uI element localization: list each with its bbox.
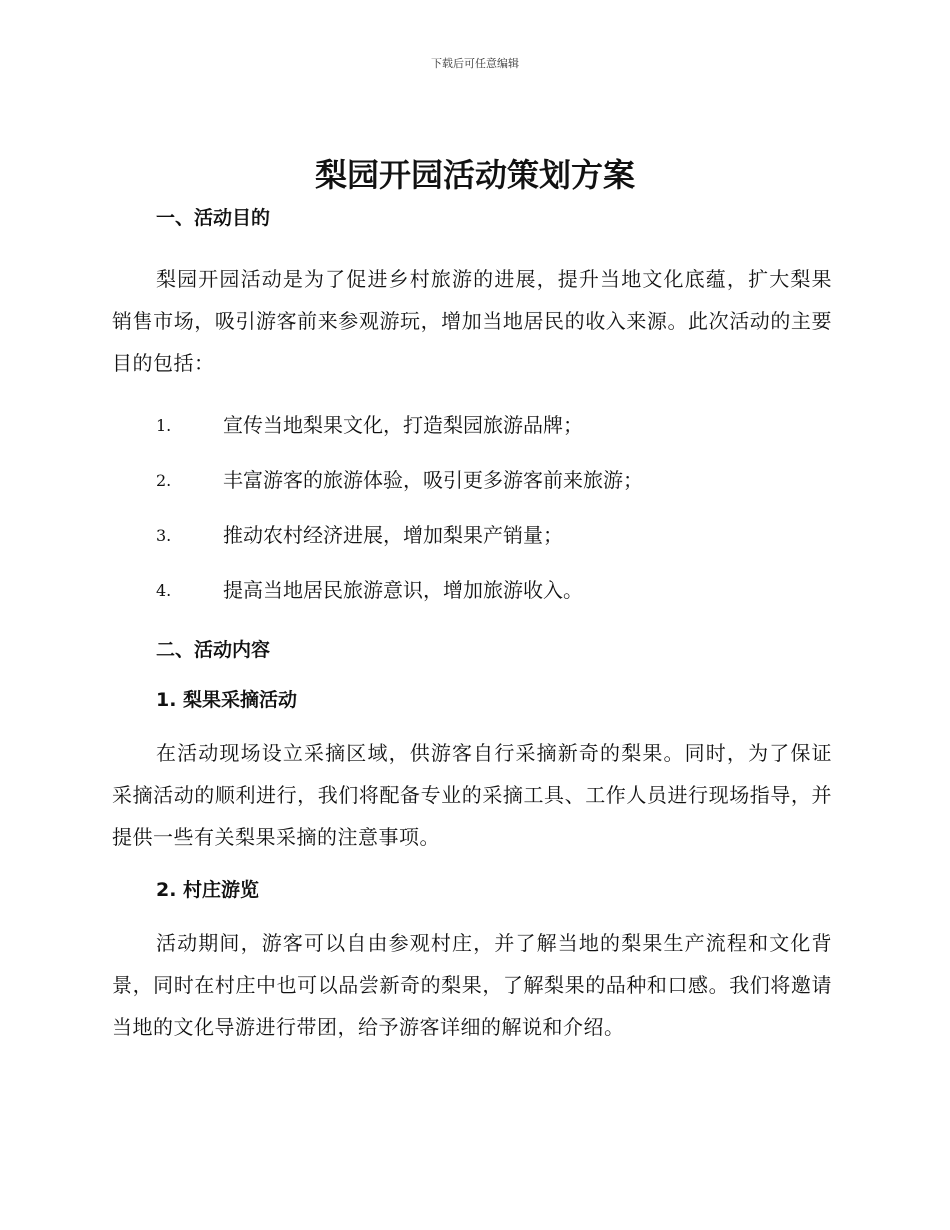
list-item-number: 4. — [156, 581, 172, 600]
document-body — [112, 200, 832, 1048]
section-heading-purpose: 一、活动目的 — [156, 207, 271, 229]
header-note: 下载后可任意编辑 — [431, 57, 519, 70]
list-item-text: 丰富游客的旅游体验，吸引更多游客前来旅游； — [223, 468, 643, 492]
section-heading-content: 二、活动内容 — [156, 639, 271, 661]
list-item — [112, 563, 832, 618]
subsection-heading-village-tour: 2. 村庄游览 — [156, 879, 260, 901]
subsection-heading-picking: 1. 梨果采摘活动 — [156, 689, 298, 711]
village-tour-paragraph: 活动期间，游客可以自由参观村庄，并了解当地的梨果生产流程和文化背景，同时在村庄中也可以品尝新奇的梨果，了解梨果的品种和口感。我们将邀请当地的文化导游进行带团，给予游客详细的解说和介绍。 — [112, 931, 832, 1039]
list-item-number: 2. — [156, 471, 172, 490]
list-item-text: 推动农村经济进展，增加梨果产销量； — [223, 523, 563, 547]
purpose-paragraph: 梨园开园活动是为了促进乡村旅游的进展，提升当地文化底蕴，扩大梨果销售市场，吸引游客前来参观游玩，增加当地居民的收入来源。此次活动的主要目的包括： — [112, 267, 832, 375]
list-item-text: 宣传当地梨果文化，打造梨园旅游品牌； — [223, 413, 583, 437]
list-item — [112, 453, 832, 508]
picking-paragraph: 在活动现场设立采摘区域，供游客自行采摘新奇的梨果。同时，为了保证采摘活动的顺利进行，我们将配备专业的采摘工具、工作人员进行现场指导，并提供一些有关梨果采摘的注意事项。 — [112, 741, 832, 849]
list-item — [112, 398, 832, 453]
list-item-number: 3. — [156, 526, 172, 545]
list-item-number: 1. — [156, 416, 172, 435]
goals-list — [112, 398, 832, 618]
list-item — [112, 508, 832, 563]
list-item-text: 提高当地居民旅游意识，增加旅游收入。 — [223, 578, 583, 602]
document-title: 梨园开园活动策划方案 — [314, 156, 635, 194]
